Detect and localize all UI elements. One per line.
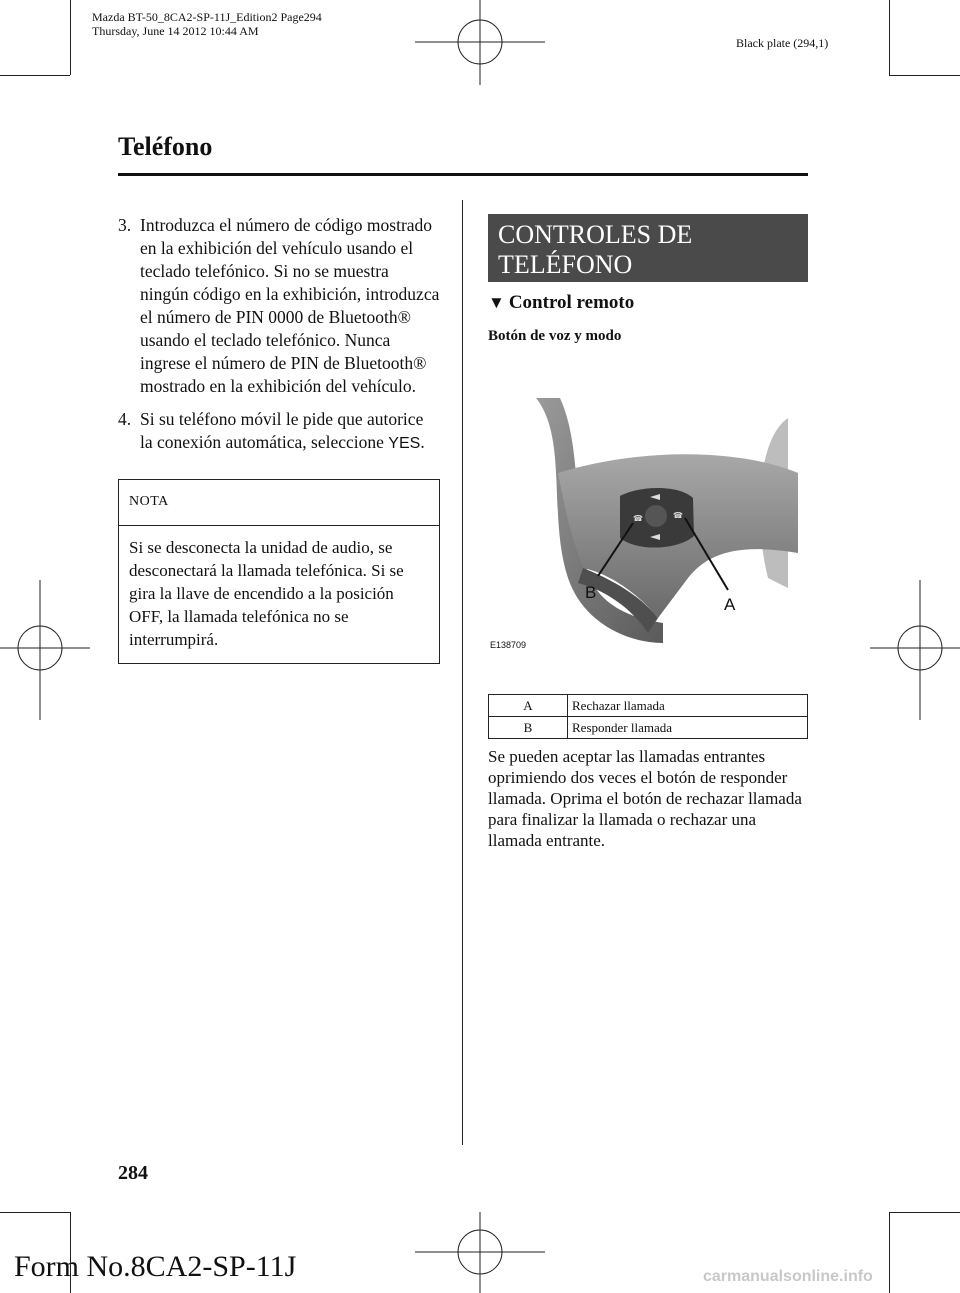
registration-target-icon: [415, 1212, 545, 1293]
svg-text:☎: ☎: [673, 511, 683, 520]
form-number: Form No.8CA2-SP-11J: [14, 1250, 297, 1283]
body-paragraph: Se pueden aceptar las llamadas entrantes oprimiendo dos veces el botón de responder llamada. Oprima el botón de rechazar llamada para finalizar la llamada o rechazar una llamada entrante.: [488, 747, 802, 850]
section-title: Teléfono: [118, 132, 213, 161]
step-3: [118, 214, 440, 398]
step-text: Introduzca el número de código mostrado en la exhibición del vehículo usando el teclado telefónico. Si no se muestra ningún código en la exhibición, introduzca el número de PIN 0000 de Bluetooth® usando el teclado telefónico. Nunca ingrese el número de PIN de Bluetooth® mostrado en la exhibición del vehículo.: [140, 215, 440, 396]
header-rule: [118, 173, 808, 176]
step-option: YES: [388, 435, 421, 452]
plate-label: Black plate (294,1): [736, 36, 829, 50]
legend-value: Responder llamada: [568, 717, 808, 739]
subheading: [488, 292, 634, 314]
page-number: 284: [118, 1162, 148, 1184]
legend-value: Rechazar llamada: [568, 695, 808, 717]
column-divider: [462, 200, 463, 1145]
crop-mark: [70, 0, 71, 75]
watermark: carmanualsonline.info: [703, 1268, 873, 1285]
crop-mark: [889, 0, 890, 75]
note-body: Si se desconecta la unidad de audio, se desconectará la llamada telefónica. Si se gira la llave de encendido a la posición OFF, la llamada telefónica no se interrumpirá.: [129, 538, 404, 649]
note-heading: NOTA: [119, 480, 439, 526]
registration-target-icon: [0, 580, 90, 720]
crop-mark: [889, 1212, 960, 1213]
step-4: [118, 408, 440, 455]
table-row: [489, 695, 808, 717]
steering-wheel-icon: [488, 378, 808, 653]
crop-mark: [0, 75, 70, 76]
minor-heading: Botón de voz y modo: [488, 328, 622, 344]
table-row: [489, 717, 808, 739]
legend-key: B: [489, 717, 568, 739]
triangle-down-icon: ▼: [488, 293, 505, 312]
banner-line2: TELÉFONO: [498, 250, 633, 279]
legend-table: [488, 694, 808, 739]
step-number: 4.: [118, 409, 132, 429]
print-meta: [92, 10, 322, 38]
left-column: [118, 214, 440, 664]
section-banner: [488, 214, 808, 282]
registration-target-icon: [415, 0, 545, 85]
figure-label-a: A: [724, 595, 736, 614]
print-meta-line1: Mazda BT-50_8CA2-SP-11J_Edition2 Page294: [92, 10, 322, 24]
crop-mark: [0, 1212, 70, 1213]
registration-target-icon: [870, 580, 960, 720]
print-meta-line2: Thursday, June 14 2012 10:44 AM: [92, 24, 259, 38]
banner-line1: CONTROLES DE: [498, 220, 693, 249]
step-text-end: .: [420, 432, 425, 452]
step-text: Si su teléfono móvil le pide que autorice la conexión automática, seleccione: [140, 409, 424, 452]
step-number: 3.: [118, 215, 132, 235]
figure-label-b: B: [585, 583, 597, 602]
svg-text:☎: ☎: [633, 514, 643, 523]
legend-key: A: [489, 695, 568, 717]
crop-mark: [889, 75, 960, 76]
subheading-text: Control remoto: [508, 292, 635, 313]
note-box: [118, 479, 440, 664]
crop-mark: [889, 1212, 890, 1293]
figure-code: E138709: [490, 640, 527, 650]
